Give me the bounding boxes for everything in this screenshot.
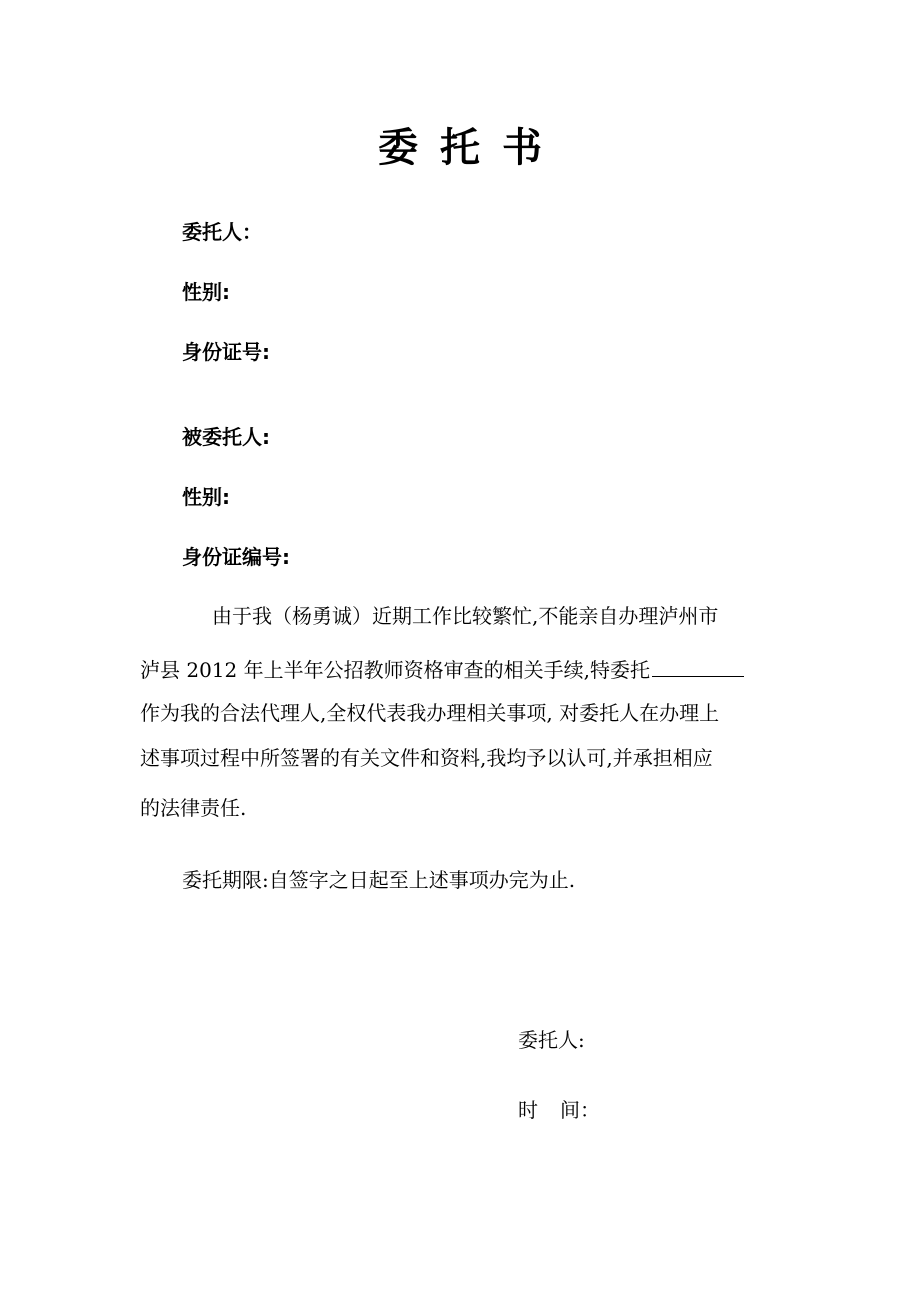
- time-label-char-1: 时: [518, 1098, 560, 1122]
- principal-gender-label: 性别:: [182, 280, 230, 304]
- time-label-char-2: 间：: [560, 1098, 600, 1122]
- signature-time-label: [518, 1096, 600, 1124]
- delegation-period: 委托期限:自签字之日起至上述事项办完为止.: [182, 868, 576, 892]
- body-line-2-text: 泸县 2012 年上半年公招教师资格审查的相关手续,特委托: [140, 658, 650, 682]
- principal-label: 委托人：: [182, 220, 262, 244]
- body-line-1: 由于我（杨勇诚）近期工作比较繁忙,不能亲自办理泸州市: [212, 604, 719, 628]
- body-line-5: 的法律责任.: [140, 796, 247, 820]
- document-title: 委托书: [378, 125, 564, 171]
- body-line-2: [140, 654, 744, 684]
- agent-gender-label: 性别:: [182, 485, 230, 509]
- agent-id-label: 身份证编号:: [182, 545, 290, 569]
- signature-principal-label: 委托人:: [518, 1028, 585, 1052]
- agent-label: 被委托人:: [182, 425, 270, 449]
- agent-name-blank: [652, 654, 744, 677]
- body-line-4: 述事项过程中所签署的有关文件和资料,我均予以认可,并承担相应: [140, 746, 713, 770]
- principal-id-label: 身份证号:: [182, 340, 270, 364]
- body-line-3: 作为我的合法代理人,全权代表我办理相关事项, 对委托人在办理上: [140, 701, 720, 725]
